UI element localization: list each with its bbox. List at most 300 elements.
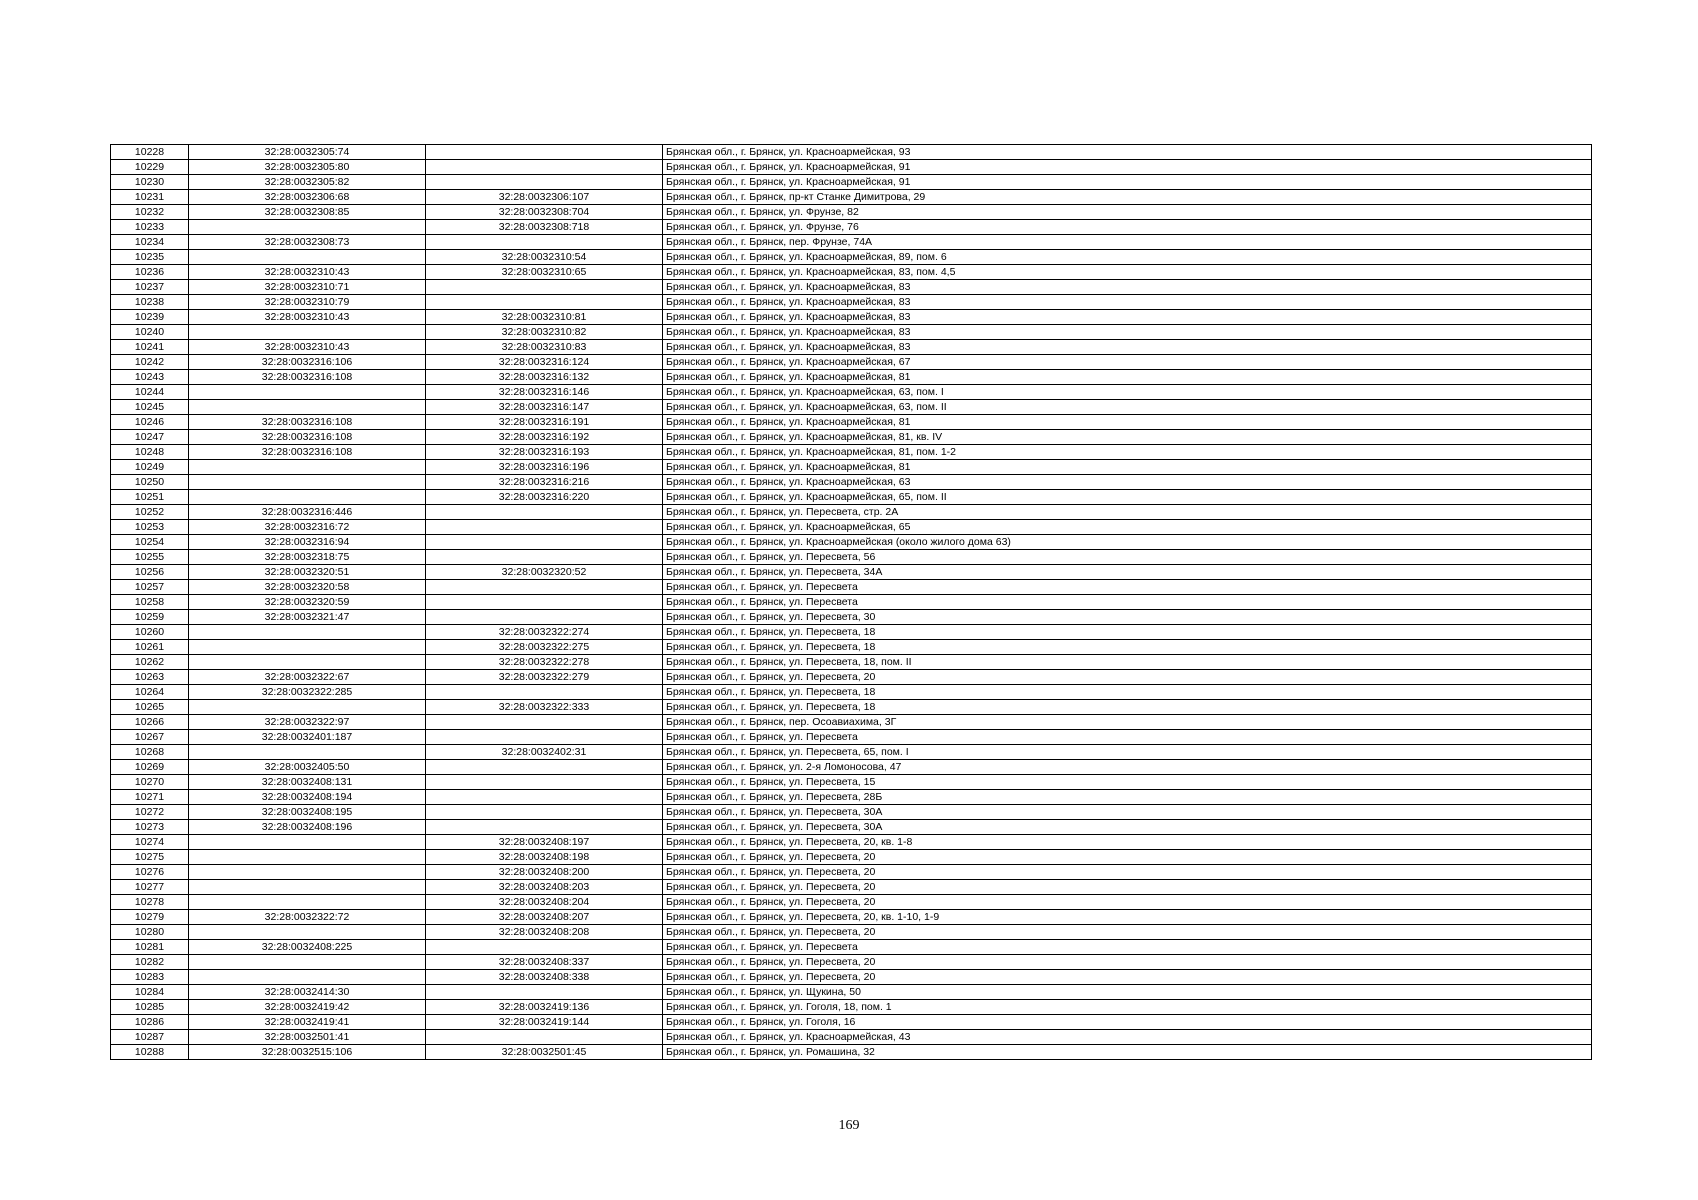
row-number-cell: 10265: [111, 700, 189, 715]
land-parcel-cadastral-number-cell: 32:28:0032305:74: [189, 145, 426, 160]
table-row: [111, 670, 1592, 685]
row-number-cell: 10232: [111, 205, 189, 220]
object-cadastral-number-cell: [426, 1030, 663, 1045]
address-cell: Брянская обл., г. Брянск, ул. Красноармейская (около жилого дома 63): [663, 535, 1592, 550]
table-row: [111, 910, 1592, 925]
object-cadastral-number-cell: [426, 550, 663, 565]
object-cadastral-number-cell: [426, 160, 663, 175]
land-parcel-cadastral-number-cell: 32:28:0032405:50: [189, 760, 426, 775]
land-parcel-cadastral-number-cell: 32:28:0032316:94: [189, 535, 426, 550]
row-number-cell: 10269: [111, 760, 189, 775]
row-number-cell: 10250: [111, 475, 189, 490]
table-row: [111, 145, 1592, 160]
land-parcel-cadastral-number-cell: [189, 640, 426, 655]
row-number-cell: 10240: [111, 325, 189, 340]
row-number-cell: 10262: [111, 655, 189, 670]
table-row: [111, 625, 1592, 640]
object-cadastral-number-cell: 32:28:0032316:196: [426, 460, 663, 475]
table-row: [111, 445, 1592, 460]
object-cadastral-number-cell: [426, 145, 663, 160]
object-cadastral-number-cell: 32:28:0032310:83: [426, 340, 663, 355]
table-row: [111, 490, 1592, 505]
row-number-cell: 10285: [111, 1000, 189, 1015]
table-row: [111, 805, 1592, 820]
table-row: [111, 160, 1592, 175]
object-cadastral-number-cell: 32:28:0032408:203: [426, 880, 663, 895]
row-number-cell: 10273: [111, 820, 189, 835]
address-cell: Брянская обл., г. Брянск, ул. Пересвета, 65, пом. I: [663, 745, 1592, 760]
land-parcel-cadastral-number-cell: 32:28:0032310:43: [189, 310, 426, 325]
table-row: [111, 580, 1592, 595]
land-parcel-cadastral-number-cell: [189, 490, 426, 505]
table-row: [111, 415, 1592, 430]
land-parcel-cadastral-number-cell: 32:28:0032310:71: [189, 280, 426, 295]
row-number-cell: 10275: [111, 850, 189, 865]
address-cell: Брянская обл., г. Брянск, ул. Красноармейская, 63, пом. II: [663, 400, 1592, 415]
land-parcel-cadastral-number-cell: 32:28:0032401:187: [189, 730, 426, 745]
row-number-cell: 10281: [111, 940, 189, 955]
land-parcel-cadastral-number-cell: [189, 970, 426, 985]
table-row: [111, 820, 1592, 835]
object-cadastral-number-cell: 32:28:0032419:144: [426, 1015, 663, 1030]
row-number-cell: 10271: [111, 790, 189, 805]
table-row: [111, 985, 1592, 1000]
row-number-cell: 10242: [111, 355, 189, 370]
object-cadastral-number-cell: 32:28:0032316:191: [426, 415, 663, 430]
land-parcel-cadastral-number-cell: [189, 475, 426, 490]
object-cadastral-number-cell: 32:28:0032316:124: [426, 355, 663, 370]
address-cell: Брянская обл., г. Брянск, ул. Гоголя, 18, пом. 1: [663, 1000, 1592, 1015]
object-cadastral-number-cell: [426, 235, 663, 250]
object-cadastral-number-cell: 32:28:0032408:204: [426, 895, 663, 910]
object-cadastral-number-cell: 32:28:0032402:31: [426, 745, 663, 760]
row-number-cell: 10246: [111, 415, 189, 430]
object-cadastral-number-cell: 32:28:0032322:333: [426, 700, 663, 715]
land-parcel-cadastral-number-cell: 32:28:0032310:79: [189, 295, 426, 310]
row-number-cell: 10244: [111, 385, 189, 400]
land-parcel-cadastral-number-cell: [189, 220, 426, 235]
row-number-cell: 10258: [111, 595, 189, 610]
land-parcel-cadastral-number-cell: [189, 400, 426, 415]
row-number-cell: 10267: [111, 730, 189, 745]
land-parcel-cadastral-number-cell: 32:28:0032308:85: [189, 205, 426, 220]
row-number-cell: 10284: [111, 985, 189, 1000]
object-cadastral-number-cell: [426, 595, 663, 610]
object-cadastral-number-cell: 32:28:0032408:200: [426, 865, 663, 880]
table-row: [111, 385, 1592, 400]
table-row: [111, 865, 1592, 880]
row-number-cell: 10251: [111, 490, 189, 505]
object-cadastral-number-cell: [426, 820, 663, 835]
table-row: [111, 535, 1592, 550]
object-cadastral-number-cell: 32:28:0032408:337: [426, 955, 663, 970]
address-cell: Брянская обл., г. Брянск, ул. Красноармейская, 63, пом. I: [663, 385, 1592, 400]
address-cell: Брянская обл., г. Брянск, ул. Красноармейская, 83: [663, 325, 1592, 340]
address-cell: Брянская обл., г. Брянск, ул. Пересвета, стр. 2А: [663, 505, 1592, 520]
table-row: [111, 235, 1592, 250]
row-number-cell: 10259: [111, 610, 189, 625]
table-row: [111, 175, 1592, 190]
row-number-cell: 10255: [111, 550, 189, 565]
object-cadastral-number-cell: 32:28:0032408:198: [426, 850, 663, 865]
row-number-cell: 10253: [111, 520, 189, 535]
table-row: [111, 1000, 1592, 1015]
object-cadastral-number-cell: 32:28:0032316:147: [426, 400, 663, 415]
row-number-cell: 10254: [111, 535, 189, 550]
object-cadastral-number-cell: 32:28:0032310:82: [426, 325, 663, 340]
land-parcel-cadastral-number-cell: 32:28:0032306:68: [189, 190, 426, 205]
address-cell: Брянская обл., г. Брянск, пер. Осоавиахима, 3Г: [663, 715, 1592, 730]
object-cadastral-number-cell: 32:28:0032320:52: [426, 565, 663, 580]
table-row: [111, 610, 1592, 625]
row-number-cell: 10243: [111, 370, 189, 385]
address-cell: Брянская обл., г. Брянск, ул. Красноармейская, 93: [663, 145, 1592, 160]
address-cell: Брянская обл., г. Брянск, ул. Красноармейская, 91: [663, 175, 1592, 190]
object-cadastral-number-cell: 32:28:0032316:220: [426, 490, 663, 505]
land-parcel-cadastral-number-cell: [189, 385, 426, 400]
address-cell: Брянская обл., г. Брянск, ул. Красноармейская, 65: [663, 520, 1592, 535]
address-cell: Брянская обл., г. Брянск, ул. Пересвета, 20: [663, 925, 1592, 940]
object-cadastral-number-cell: 32:28:0032408:207: [426, 910, 663, 925]
address-cell: Брянская обл., г. Брянск, ул. Пересвета, 28Б: [663, 790, 1592, 805]
row-number-cell: 10229: [111, 160, 189, 175]
table-row: [111, 925, 1592, 940]
row-number-cell: 10266: [111, 715, 189, 730]
object-cadastral-number-cell: 32:28:0032408:338: [426, 970, 663, 985]
address-cell: Брянская обл., г. Брянск, ул. Пересвета: [663, 580, 1592, 595]
address-cell: Брянская обл., г. Брянск, ул. Пересвета: [663, 595, 1592, 610]
address-cell: Брянская обл., г. Брянск, ул. Пересвета, 20: [663, 970, 1592, 985]
address-cell: Брянская обл., г. Брянск, ул. Пересвета: [663, 730, 1592, 745]
table-row: [111, 745, 1592, 760]
row-number-cell: 10280: [111, 925, 189, 940]
row-number-cell: 10247: [111, 430, 189, 445]
address-cell: Брянская обл., г. Брянск, ул. Пересвета, 20: [663, 865, 1592, 880]
address-cell: Брянская обл., г. Брянск, ул. Пересвета, 34А: [663, 565, 1592, 580]
table-row: [111, 760, 1592, 775]
address-cell: Брянская обл., г. Брянск, ул. Красноармейская, 91: [663, 160, 1592, 175]
object-cadastral-number-cell: [426, 295, 663, 310]
address-cell: Брянская обл., г. Брянск, ул. Пересвета, 20: [663, 670, 1592, 685]
table-row: [111, 295, 1592, 310]
table-row: [111, 715, 1592, 730]
table-row: [111, 520, 1592, 535]
row-number-cell: 10260: [111, 625, 189, 640]
object-cadastral-number-cell: [426, 520, 663, 535]
row-number-cell: 10252: [111, 505, 189, 520]
object-cadastral-number-cell: 32:28:0032308:718: [426, 220, 663, 235]
row-number-cell: 10278: [111, 895, 189, 910]
address-cell: Брянская обл., г. Брянск, ул. Фрунзе, 82: [663, 205, 1592, 220]
land-parcel-cadastral-number-cell: 32:28:0032310:43: [189, 340, 426, 355]
address-cell: Брянская обл., г. Брянск, ул. Гоголя, 16: [663, 1015, 1592, 1030]
address-cell: Брянская обл., г. Брянск, ул. Красноармейская, 81, кв. IV: [663, 430, 1592, 445]
table-row: [111, 565, 1592, 580]
land-parcel-cadastral-number-cell: 32:28:0032308:73: [189, 235, 426, 250]
row-number-cell: 10231: [111, 190, 189, 205]
land-parcel-cadastral-number-cell: 32:28:0032320:58: [189, 580, 426, 595]
land-parcel-cadastral-number-cell: [189, 835, 426, 850]
land-parcel-cadastral-number-cell: 32:28:0032316:108: [189, 445, 426, 460]
land-parcel-cadastral-number-cell: [189, 250, 426, 265]
object-cadastral-number-cell: [426, 730, 663, 745]
table-row: [111, 955, 1592, 970]
address-cell: Брянская обл., г. Брянск, ул. Красноармейская, 81, пом. 1-2: [663, 445, 1592, 460]
land-parcel-cadastral-number-cell: 32:28:0032419:42: [189, 1000, 426, 1015]
land-parcel-cadastral-number-cell: 32:28:0032305:82: [189, 175, 426, 190]
table-row: [111, 205, 1592, 220]
address-cell: Брянская обл., г. Брянск, ул. Пересвета, 20, кв. 1-10, 1-9: [663, 910, 1592, 925]
land-parcel-cadastral-number-cell: [189, 865, 426, 880]
object-cadastral-number-cell: [426, 775, 663, 790]
land-parcel-cadastral-number-cell: 32:28:0032320:51: [189, 565, 426, 580]
table-row: [111, 430, 1592, 445]
row-number-cell: 10276: [111, 865, 189, 880]
table-row: [111, 595, 1592, 610]
register-table-body: [111, 145, 1592, 1060]
land-parcel-cadastral-number-cell: 32:28:0032408:225: [189, 940, 426, 955]
address-cell: Брянская обл., г. Брянск, ул. Пересвета, 20: [663, 895, 1592, 910]
row-number-cell: 10239: [111, 310, 189, 325]
row-number-cell: 10287: [111, 1030, 189, 1045]
row-number-cell: 10261: [111, 640, 189, 655]
address-cell: Брянская обл., г. Брянск, ул. Пересвета, 18: [663, 700, 1592, 715]
object-cadastral-number-cell: [426, 505, 663, 520]
table-row: [111, 460, 1592, 475]
table-row: [111, 880, 1592, 895]
row-number-cell: 10279: [111, 910, 189, 925]
address-cell: Брянская обл., г. Брянск, ул. Пересвета, 30: [663, 610, 1592, 625]
row-number-cell: 10248: [111, 445, 189, 460]
address-cell: Брянская обл., г. Брянск, пр-кт Станке Димитрова, 29: [663, 190, 1592, 205]
address-cell: Брянская обл., г. Брянск, ул. Красноармейская, 81: [663, 415, 1592, 430]
row-number-cell: 10282: [111, 955, 189, 970]
land-parcel-cadastral-number-cell: 32:28:0032316:108: [189, 415, 426, 430]
row-number-cell: 10237: [111, 280, 189, 295]
address-cell: Брянская обл., г. Брянск, ул. Фрунзе, 76: [663, 220, 1592, 235]
land-parcel-cadastral-number-cell: 32:28:0032310:43: [189, 265, 426, 280]
land-parcel-cadastral-number-cell: 32:28:0032414:30: [189, 985, 426, 1000]
land-parcel-cadastral-number-cell: 32:28:0032408:194: [189, 790, 426, 805]
address-cell: Брянская обл., г. Брянск, пер. Фрунзе, 74А: [663, 235, 1592, 250]
object-cadastral-number-cell: 32:28:0032316:132: [426, 370, 663, 385]
land-parcel-cadastral-number-cell: 32:28:0032316:106: [189, 355, 426, 370]
table-row: [111, 250, 1592, 265]
object-cadastral-number-cell: 32:28:0032419:136: [426, 1000, 663, 1015]
object-cadastral-number-cell: [426, 280, 663, 295]
table-row: [111, 790, 1592, 805]
table-row: [111, 505, 1592, 520]
address-cell: Брянская обл., г. Брянск, ул. Пересвета, 20: [663, 955, 1592, 970]
object-cadastral-number-cell: [426, 715, 663, 730]
table-row: [111, 325, 1592, 340]
address-cell: Брянская обл., г. Брянск, ул. 2-я Ломоносова, 47: [663, 760, 1592, 775]
land-parcel-cadastral-number-cell: 32:28:0032316:108: [189, 430, 426, 445]
table-row: [111, 655, 1592, 670]
row-number-cell: 10245: [111, 400, 189, 415]
table-row: [111, 895, 1592, 910]
row-number-cell: 10230: [111, 175, 189, 190]
row-number-cell: 10264: [111, 685, 189, 700]
object-cadastral-number-cell: [426, 940, 663, 955]
land-parcel-cadastral-number-cell: 32:28:0032322:97: [189, 715, 426, 730]
row-number-cell: 10263: [111, 670, 189, 685]
row-number-cell: 10270: [111, 775, 189, 790]
land-parcel-cadastral-number-cell: 32:28:0032408:196: [189, 820, 426, 835]
land-parcel-cadastral-number-cell: [189, 745, 426, 760]
object-cadastral-number-cell: [426, 535, 663, 550]
address-cell: Брянская обл., г. Брянск, ул. Пересвета, 30А: [663, 820, 1592, 835]
address-cell: Брянская обл., г. Брянск, ул. Пересвета, 20: [663, 850, 1592, 865]
land-parcel-cadastral-number-cell: 32:28:0032408:195: [189, 805, 426, 820]
land-parcel-cadastral-number-cell: 32:28:0032305:80: [189, 160, 426, 175]
object-cadastral-number-cell: [426, 985, 663, 1000]
row-number-cell: 10241: [111, 340, 189, 355]
table-row: [111, 970, 1592, 985]
row-number-cell: 10286: [111, 1015, 189, 1030]
table-row: [111, 685, 1592, 700]
land-parcel-cadastral-number-cell: [189, 925, 426, 940]
table-row: [111, 1015, 1592, 1030]
land-parcel-cadastral-number-cell: 32:28:0032501:41: [189, 1030, 426, 1045]
address-cell: Брянская обл., г. Брянск, ул. Красноармейская, 83: [663, 280, 1592, 295]
object-cadastral-number-cell: 32:28:0032322:278: [426, 655, 663, 670]
row-number-cell: 10228: [111, 145, 189, 160]
object-cadastral-number-cell: 32:28:0032308:704: [426, 205, 663, 220]
row-number-cell: 10288: [111, 1045, 189, 1060]
land-parcel-cadastral-number-cell: [189, 325, 426, 340]
table-row: [111, 730, 1592, 745]
address-cell: Брянская обл., г. Брянск, ул. Пересвета, 20: [663, 880, 1592, 895]
row-number-cell: 10234: [111, 235, 189, 250]
address-cell: Брянская обл., г. Брянск, ул. Пересвета: [663, 940, 1592, 955]
land-parcel-cadastral-number-cell: [189, 460, 426, 475]
address-cell: Брянская обл., г. Брянск, ул. Красноармейская, 43: [663, 1030, 1592, 1045]
property-register-table: [110, 144, 1592, 1060]
address-cell: Брянская обл., г. Брянск, ул. Ромашина, 32: [663, 1045, 1592, 1060]
land-parcel-cadastral-number-cell: 32:28:0032322:285: [189, 685, 426, 700]
object-cadastral-number-cell: 32:28:0032322:274: [426, 625, 663, 640]
address-cell: Брянская обл., г. Брянск, ул. Пересвета, 18, пом. II: [663, 655, 1592, 670]
address-cell: Брянская обл., г. Брянск, ул. Пересвета, 18: [663, 625, 1592, 640]
row-number-cell: 10238: [111, 295, 189, 310]
object-cadastral-number-cell: 32:28:0032408:197: [426, 835, 663, 850]
land-parcel-cadastral-number-cell: [189, 895, 426, 910]
object-cadastral-number-cell: [426, 175, 663, 190]
land-parcel-cadastral-number-cell: [189, 955, 426, 970]
object-cadastral-number-cell: [426, 685, 663, 700]
row-number-cell: 10249: [111, 460, 189, 475]
table-row: [111, 640, 1592, 655]
table-row: [111, 400, 1592, 415]
table-row: [111, 940, 1592, 955]
table-row: [111, 340, 1592, 355]
address-cell: Брянская обл., г. Брянск, ул. Красноармейская, 89, пом. 6: [663, 250, 1592, 265]
object-cadastral-number-cell: 32:28:0032322:279: [426, 670, 663, 685]
table-row: [111, 775, 1592, 790]
address-cell: Брянская обл., г. Брянск, ул. Щукина, 50: [663, 985, 1592, 1000]
land-parcel-cadastral-number-cell: 32:28:0032419:41: [189, 1015, 426, 1030]
table-row: [111, 700, 1592, 715]
address-cell: Брянская обл., г. Брянск, ул. Пересвета, 56: [663, 550, 1592, 565]
row-number-cell: 10272: [111, 805, 189, 820]
address-cell: Брянская обл., г. Брянск, ул. Пересвета, 15: [663, 775, 1592, 790]
table-row: [111, 310, 1592, 325]
land-parcel-cadastral-number-cell: 32:28:0032322:67: [189, 670, 426, 685]
object-cadastral-number-cell: 32:28:0032316:216: [426, 475, 663, 490]
address-cell: Брянская обл., г. Брянск, ул. Красноармейская, 65, пом. II: [663, 490, 1592, 505]
object-cadastral-number-cell: 32:28:0032322:275: [426, 640, 663, 655]
row-number-cell: 10236: [111, 265, 189, 280]
land-parcel-cadastral-number-cell: 32:28:0032320:59: [189, 595, 426, 610]
table-row: [111, 190, 1592, 205]
object-cadastral-number-cell: 32:28:0032316:192: [426, 430, 663, 445]
land-parcel-cadastral-number-cell: 32:28:0032515:106: [189, 1045, 426, 1060]
row-number-cell: 10274: [111, 835, 189, 850]
land-parcel-cadastral-number-cell: 32:28:0032316:72: [189, 520, 426, 535]
object-cadastral-number-cell: [426, 805, 663, 820]
land-parcel-cadastral-number-cell: [189, 625, 426, 640]
object-cadastral-number-cell: 32:28:0032310:65: [426, 265, 663, 280]
row-number-cell: 10256: [111, 565, 189, 580]
object-cadastral-number-cell: 32:28:0032408:208: [426, 925, 663, 940]
address-cell: Брянская обл., г. Брянск, ул. Пересвета, 20, кв. 1-8: [663, 835, 1592, 850]
table-row: [111, 355, 1592, 370]
land-parcel-cadastral-number-cell: [189, 850, 426, 865]
object-cadastral-number-cell: [426, 760, 663, 775]
address-cell: Брянская обл., г. Брянск, ул. Пересвета, 18: [663, 685, 1592, 700]
table-row: [111, 265, 1592, 280]
table-row: [111, 475, 1592, 490]
address-cell: Брянская обл., г. Брянск, ул. Красноармейская, 83, пом. 4,5: [663, 265, 1592, 280]
table-row: [111, 835, 1592, 850]
land-parcel-cadastral-number-cell: 32:28:0032322:72: [189, 910, 426, 925]
table-row: [111, 850, 1592, 865]
object-cadastral-number-cell: 32:28:0032310:81: [426, 310, 663, 325]
table-row: [111, 1045, 1592, 1060]
table-row: [111, 550, 1592, 565]
address-cell: Брянская обл., г. Брянск, ул. Красноармейская, 81: [663, 460, 1592, 475]
land-parcel-cadastral-number-cell: 32:28:0032321:47: [189, 610, 426, 625]
address-cell: Брянская обл., г. Брянск, ул. Красноармейская, 83: [663, 340, 1592, 355]
table-row: [111, 220, 1592, 235]
address-cell: Брянская обл., г. Брянск, ул. Красноармейская, 83: [663, 310, 1592, 325]
land-parcel-cadastral-number-cell: 32:28:0032316:446: [189, 505, 426, 520]
table-row: [111, 1030, 1592, 1045]
land-parcel-cadastral-number-cell: 32:28:0032316:108: [189, 370, 426, 385]
row-number-cell: 10233: [111, 220, 189, 235]
land-parcel-cadastral-number-cell: [189, 700, 426, 715]
page-number: 169: [838, 1118, 860, 1133]
address-cell: Брянская обл., г. Брянск, ул. Красноармейская, 63: [663, 475, 1592, 490]
row-number-cell: 10283: [111, 970, 189, 985]
address-cell: Брянская обл., г. Брянск, ул. Красноармейская, 83: [663, 295, 1592, 310]
address-cell: Брянская обл., г. Брянск, ул. Красноармейская, 67: [663, 355, 1592, 370]
land-parcel-cadastral-number-cell: 32:28:0032408:131: [189, 775, 426, 790]
object-cadastral-number-cell: [426, 610, 663, 625]
object-cadastral-number-cell: [426, 580, 663, 595]
land-parcel-cadastral-number-cell: [189, 880, 426, 895]
land-parcel-cadastral-number-cell: 32:28:0032318:75: [189, 550, 426, 565]
table-row: [111, 280, 1592, 295]
object-cadastral-number-cell: 32:28:0032316:193: [426, 445, 663, 460]
row-number-cell: 10268: [111, 745, 189, 760]
row-number-cell: 10235: [111, 250, 189, 265]
object-cadastral-number-cell: 32:28:0032310:54: [426, 250, 663, 265]
object-cadastral-number-cell: 32:28:0032316:146: [426, 385, 663, 400]
address-cell: Брянская обл., г. Брянск, ул. Пересвета, 30А: [663, 805, 1592, 820]
object-cadastral-number-cell: 32:28:0032501:45: [426, 1045, 663, 1060]
